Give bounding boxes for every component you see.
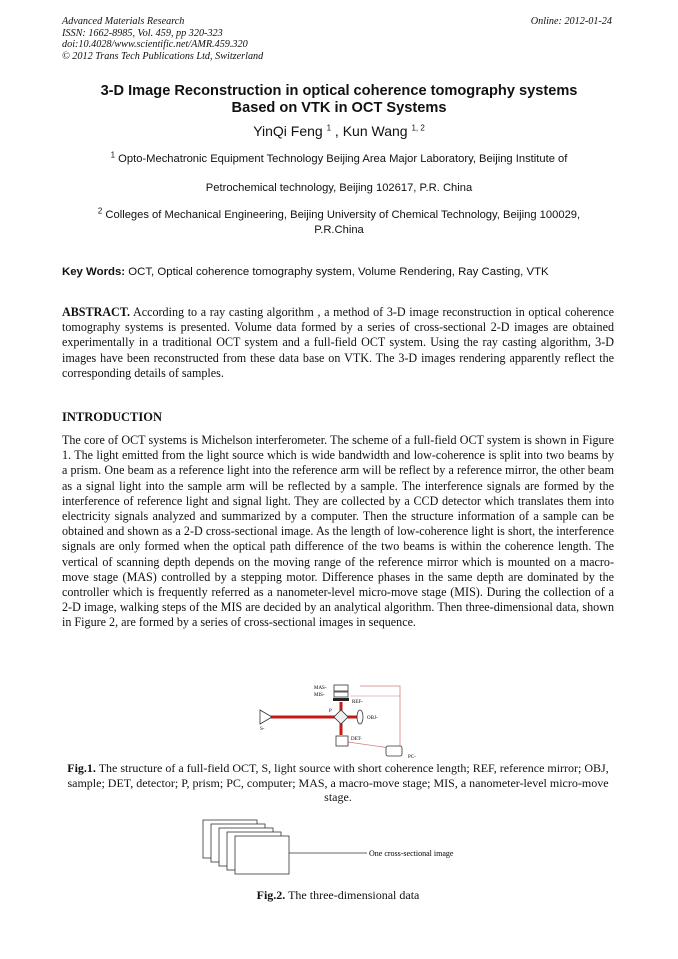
label-det: DET- [351,737,362,742]
wire-mas-pc [360,686,400,748]
author-1-sup: 1 [326,123,332,133]
author-2-sup: 1, 2 [411,123,425,133]
label-pc: PC- [408,755,416,760]
copyright: © 2012 Trans Tech Publications Ltd, Switzerland [62,50,264,62]
abstract-label: ABSTRACT. [62,305,130,319]
label-s: S- [260,727,265,732]
figure-2-diagram [195,818,485,876]
label-p: P [329,709,332,714]
authors [40,123,638,139]
slice-5 [235,836,289,874]
keywords-text: OCT, Optical coherence tomography system, Volume Rendering, Ray Casting, VTK [125,266,549,278]
author-separator: , [331,123,343,139]
affiliation-2-line-2: P.R.China [314,224,364,236]
label-obj: OBJ- [367,716,378,721]
prism [334,710,348,724]
wire-det-pc [348,742,390,748]
online-date: Online: 2012-01-24 [530,16,612,27]
label-mis: MIS- [314,693,325,698]
paper-title [40,83,638,117]
keywords [62,266,622,278]
journal-header [62,16,263,62]
journal-name: Advanced Materials Research [62,16,185,27]
affiliation-2-line-1: Colleges of Mechanical Engineering, Beijing University of Chemical Technology, Beijing 100029, [105,209,581,221]
figure-2-label: One cross-sectional image [369,849,454,858]
author-2: Kun Wang [342,123,408,139]
abstract-text: According to a ray casting algorithm , a method of 3-D image reconstruction in optical coherence tomography systems is presented. Volume data formed by a series of cross-sectional 2-D images are obtained experimentally in a traditional OCT system and a full-field OCT system. Using the ray casting algorithm, 3-D images have been reconstructed from these data base on VTK. The 3-D images rendering apparently reflect the corresponding details of samples. [62,305,614,380]
computer [386,746,402,756]
label-ref: REF- [352,700,363,705]
issn: ISSN: 1662-8985, Vol. 459, pp 320-323 [62,27,223,39]
author-1: YinQi Feng [253,123,323,139]
title-line-1: 3-D Image Reconstruction in optical coherence tomography systems [100,83,578,99]
introduction-heading: INTRODUCTION [62,410,163,424]
affiliation-2 [40,208,638,238]
mas-stage [334,685,348,691]
keywords-label: Key Words: [62,266,126,278]
affiliation-1-sup: 1 [110,150,116,160]
doi: doi:10.4028/www.scientific.net/AMR.459.320 [62,39,248,50]
introduction-text: The core of OCT systems is Michelson interferometer. The scheme of a full-field OCT system is shown in Figure 1. The light emitted from the light source which is wide bandwidth and low-coherence is split into two beams by a prism. One beam as a reference light into the reference arm will be reflect by a reference mirror, the other beam as a signal light into the sample arm will be reflected by a sample. The interference signals are formed by the interference of reference light and signal light. They are collected by a CCD detector which translates them into electricity signals analyzed and summarized by a computer. Then the structure information of a sample can be obtained and shown as a 2-D cross-sectional image. As the length of low-coherence light is short, the interference signals are only formed when the optical path difference of the two beams is within the coherence length. The vertical of scanning depth depends on the moving range of the reference mirror which is mounted on a macro-move stage (MAS) controlled by a stepping motor. Difference phases in the same depth are dominated by the controller which is frequently referred as a nanometer-level micro-move stage (MIS). During the collection of a 2-D image, walking steps of the MIS are decided by an analytical algorithm. Then three-dimensional data, shown in Figure 2, are formed by a series of cross-sectional images in sequence. [62,433,614,630]
affiliation-1-line-2: Petrochemical technology, Beijing 102617, P.R. China [205,182,473,194]
reference-mirror [333,698,349,701]
figure-1-caption-label: Fig.1. [67,761,96,775]
figure-1-caption-text: The structure of a full-field OCT, S, light source with short coherence length; REF, reference mirror; OBJ, sample; DET, detector; P, prism; PC, computer; MAS, a macro-move stage; MIS, a nanometer-level micro-move stage. [67,761,609,804]
affiliation-2-sup: 2 [97,206,103,216]
label-mas: MAS- [314,686,327,691]
title-line-2: Based on VTK in OCT Systems [231,100,447,116]
figure-2-caption-text: The three-dimensional data [285,888,420,902]
light-source [260,710,272,724]
figure-1-diagram [250,680,450,760]
abstract [62,305,614,381]
objective-lens [357,710,363,724]
affiliation-1-line-1: Opto-Mechatronic Equipment Technology Beijing Area Major Laboratory, Beijing Institute of [118,153,568,165]
figure-2-caption [62,888,614,903]
figure-2-caption-label: Fig.2. [256,888,286,902]
mis-stage [334,692,348,697]
affiliation-1 [40,152,638,196]
detector [336,736,348,746]
figure-1-caption [62,761,614,805]
